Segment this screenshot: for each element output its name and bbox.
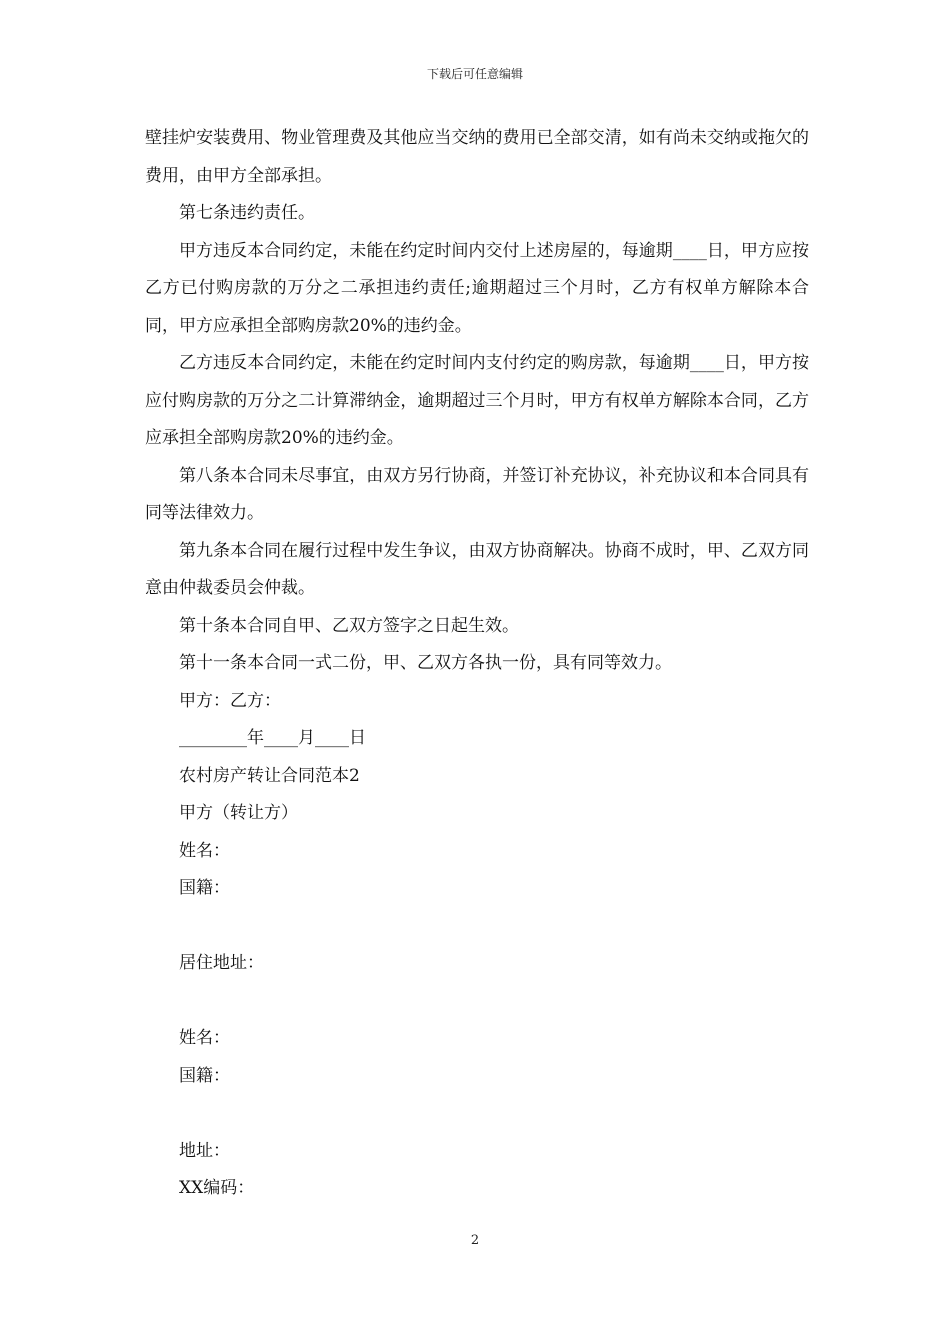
party-a-name-label: 姓名： — [179, 840, 230, 861]
document-body — [145, 120, 809, 1208]
page-number: 2 — [470, 1233, 480, 1248]
party-b-name-label: 姓名： — [179, 1028, 230, 1048]
template-title: 农村房产转让合同范本2 — [179, 765, 360, 786]
signature-date: ________年____月____日 — [179, 728, 366, 748]
blank-line — [145, 1095, 809, 1133]
blank-line — [145, 983, 809, 1021]
paragraph-fees: 壁挂炉安装费用、物业管理费及其他应当交纳的费用已全部交清，如有尚未交纳或拖欠的费用，由甲方全部承担。 — [145, 128, 809, 186]
article-10: 第十条本合同自甲、乙双方签字之日起生效。 — [179, 615, 519, 636]
article-8: 第八条本合同未尽事宜，由双方另行协商，并签订补充协议，补充协议和本合同具有同等法律效力。 — [145, 465, 809, 523]
postal-code-label: XX编码： — [179, 1178, 255, 1198]
party-a-nationality-label: 国籍： — [179, 878, 230, 898]
paragraph-party-b-breach: 乙方违反本合同约定，未能在约定时间内支付约定的购房款，每逾期____日，甲方按应付购房款的万分之二计算滞纳金，逾期超过三个月时，甲方有权单方解除本合同，乙方应承担全部购房款20%的违约金。 — [145, 353, 809, 448]
party-b-address-label: 地址： — [179, 1140, 230, 1161]
party-a-address-label: 居住地址： — [179, 953, 264, 973]
blank-line — [145, 908, 809, 946]
paragraph-party-a-breach: 甲方违反本合同约定，未能在约定时间内交付上述房屋的，每逾期____日，甲方应按乙方已付购房款的万分之二承担违约责任;逾期超过三个月时，乙方有权单方解除本合同，甲方应承担全部购房款20%的违约金。 — [145, 240, 809, 336]
article-11: 第十一条本合同一式二份，甲、乙双方各执一份，具有同等效力。 — [179, 653, 672, 673]
page-header: 下载后可任意编辑 — [426, 67, 523, 81]
article-7-heading: 第七条违约责任。 — [179, 203, 315, 223]
article-9: 第九条本合同在履行过程中发生争议，由双方协商解决。协商不成时，甲、乙双方同意由仲裁委员会仲裁。 — [145, 540, 809, 598]
party-a-label: 甲方（转让方） — [179, 803, 298, 823]
party-b-nationality-label: 国籍： — [179, 1065, 230, 1086]
signature-parties: 甲方：乙方： — [179, 690, 281, 711]
